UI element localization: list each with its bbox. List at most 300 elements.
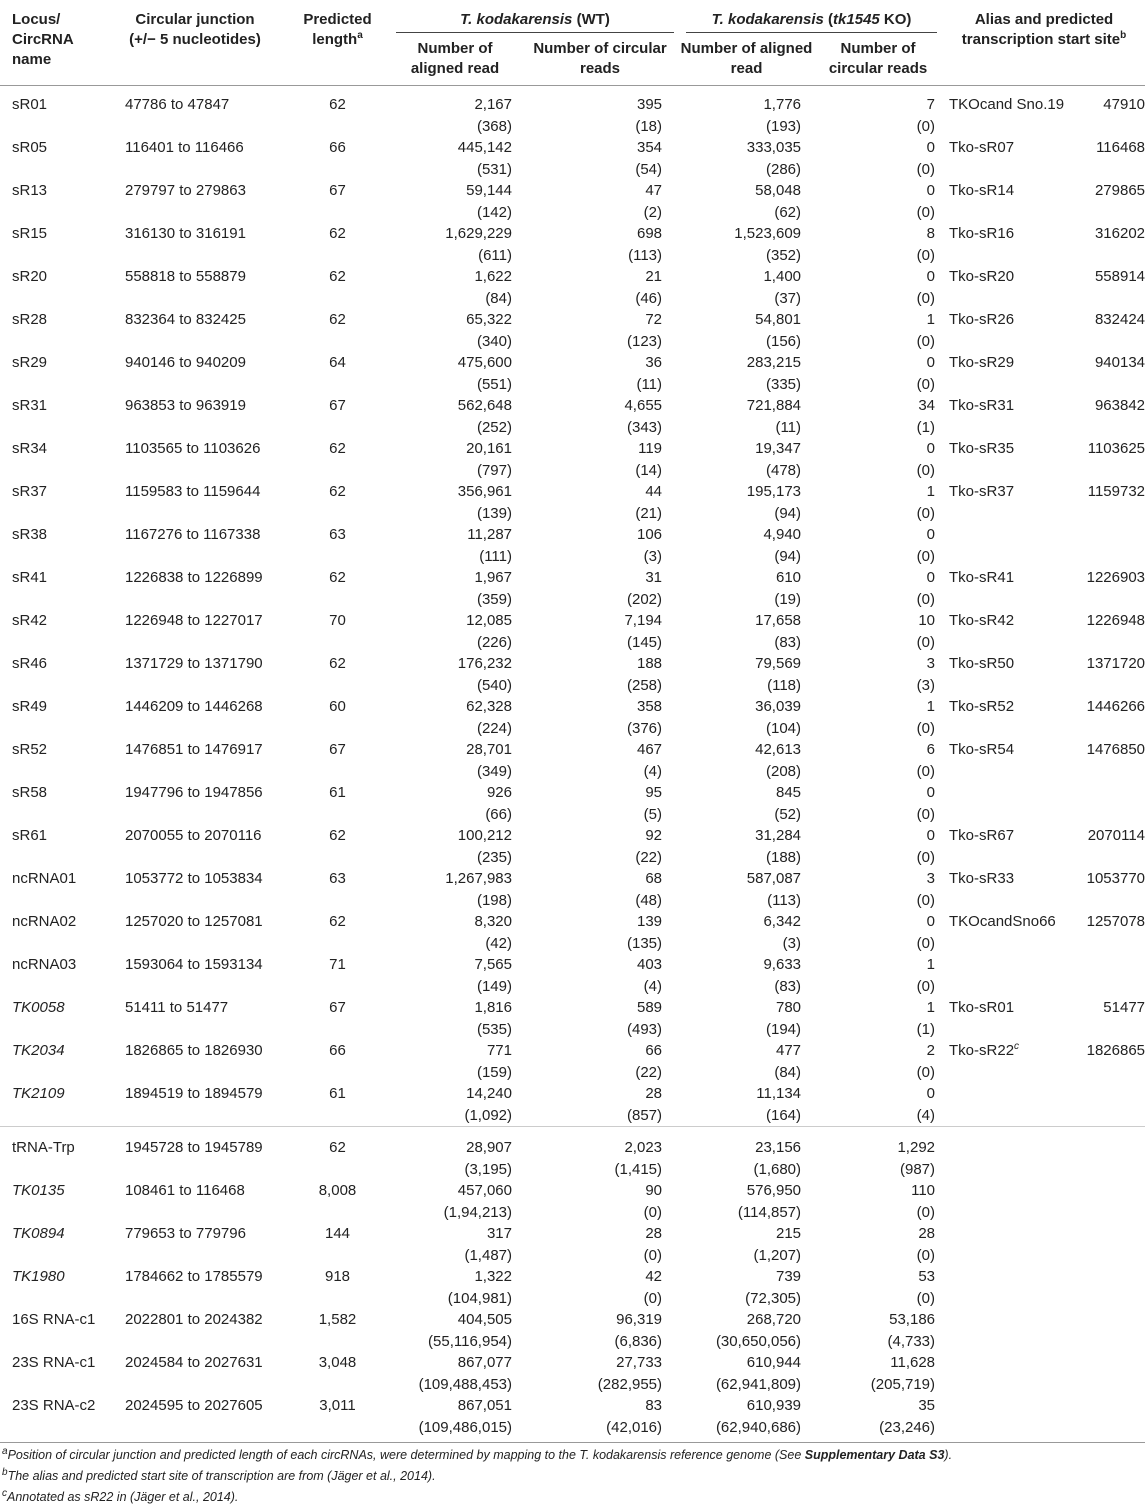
cell-length: 61: [329, 1085, 346, 1102]
header-junction: Circular junction (+/− 5 nucleotides): [129, 11, 261, 48]
tss-value: 832424: [1094, 311, 1145, 328]
cell-locus-name: sR41: [12, 569, 48, 586]
cell-wt-circular: 95 (5): [643, 784, 663, 823]
cell-ko-circular: 0 (0): [916, 569, 936, 608]
cell-length: 62: [329, 827, 346, 844]
cell-length: 71: [329, 956, 346, 973]
cell-locus-name: sR42: [12, 612, 48, 629]
cell-alias-tss: [943, 610, 1145, 653]
cell-wt-aligned: 771 (159): [476, 1042, 512, 1081]
cell-alias-tss: 1826865 Tko-sR22$^c$: [943, 1040, 1145, 1083]
header-group-wt: T. kodakarensis (WT): [390, 0, 680, 33]
table-row: [0, 1223, 1145, 1266]
cell-junction: 2070055 to 2070116: [125, 827, 262, 844]
cell-alias-tss: [943, 1083, 1145, 1127]
table-header: [0, 0, 1145, 86]
cell-wt-aligned: 1,622 (84): [474, 268, 512, 307]
cell-alias-tss: [943, 782, 1145, 825]
cell-junction: 1226948 to 1227017: [125, 612, 263, 629]
cell-length: 144: [324, 1225, 351, 1242]
cell-junction: 963853 to 963919: [125, 397, 246, 414]
cell-junction: 1257020 to 1257081: [125, 913, 263, 930]
cell-junction: 1945728 to 1945789: [105, 1127, 285, 1181]
cell-length: 67: [329, 741, 346, 758]
cell-ko-circular: 53 (0): [916, 1268, 936, 1307]
cell-alias-tss: [943, 352, 1145, 395]
footnote-a: $^a$Position of circular junction and predicted length of each circRNAs, were determined by mapping to the T. kodakarensis reference genome (See Supplementary Data S3).: [2, 1445, 953, 1462]
cell-alias-tss: [943, 1309, 1145, 1352]
cell-locus-name: TK1980: [12, 1268, 65, 1285]
cell-junction: 316130 to 316191: [125, 225, 246, 242]
cell-wt-circular: 42 (0): [643, 1268, 663, 1307]
cell-ko-circular: 7 (0): [916, 96, 936, 135]
cell-wt-circular: 68 (48): [635, 870, 663, 909]
cell-wt-circular: 72 (123): [626, 311, 663, 350]
cell-wt-circular: 28 (0): [643, 1225, 663, 1264]
cell-locus-name: TK0058: [12, 999, 65, 1016]
cell-ko-circular: 1,292 (987): [813, 1127, 943, 1181]
cell-ko-aligned: 11,134 (164): [756, 1085, 802, 1124]
cell-length: 70: [329, 612, 346, 629]
tss-value: 47910: [1103, 96, 1145, 113]
cell-wt-circular: 28 (857): [626, 1085, 663, 1124]
cell-ko-circular: 6 (0): [916, 741, 936, 780]
tss-value: 1826865: [1086, 1042, 1145, 1059]
cell-alias-tss: [943, 309, 1145, 352]
cell-locus-name: sR01: [12, 96, 48, 113]
cell-junction: 558818 to 558879: [125, 268, 246, 285]
cell-ko-aligned: 587,087 (113): [746, 870, 802, 909]
cell-alias-tss: [943, 1266, 1145, 1309]
cell-junction: 47786 to 47847: [125, 96, 230, 113]
alias-value: TKOcandSno66: [949, 913, 1056, 930]
cell-locus-name: sR49: [12, 698, 48, 715]
cell-length: 62: [329, 569, 346, 586]
table-row: [0, 481, 1145, 524]
tss-value: 940134: [1094, 354, 1145, 371]
table-row: [0, 1180, 1145, 1223]
table-row: [0, 266, 1145, 309]
cell-ko-aligned: 780 (194): [765, 999, 802, 1038]
header-locus: Locus/ CircRNA name: [12, 11, 74, 68]
cell-locus-name: ncRNA01: [12, 870, 77, 887]
cell-ko-aligned: 268,720 (30,650,056): [715, 1311, 802, 1350]
cell-alias-tss: [943, 1223, 1145, 1266]
cell-wt-aligned: 100,212 (235): [457, 827, 512, 866]
cell-locus-name: sR20: [12, 268, 48, 285]
cell-length: 67: [329, 397, 346, 414]
tss-value: 316202: [1094, 225, 1145, 242]
cell-alias-tss: [943, 86, 1145, 138]
cell-wt-aligned: 317 (1,487): [464, 1225, 512, 1264]
table-row: [0, 1352, 1145, 1395]
cell-ko-circular: 1 (0): [916, 483, 936, 522]
table-row: [0, 1395, 1145, 1443]
cell-alias-tss: [943, 696, 1145, 739]
cell-wt-circular: 31 (202): [626, 569, 663, 608]
alias-value: Tko-sR67: [949, 827, 1015, 844]
alias-value: Tko-sR26: [949, 311, 1015, 328]
cell-length: 62: [329, 440, 346, 457]
cell-length: 62: [329, 96, 346, 113]
table-row: [0, 1083, 1145, 1127]
cell-wt-aligned: 867,077 (109,488,453): [418, 1354, 512, 1393]
cell-junction: 2024595 to 2027605: [105, 1395, 285, 1443]
cell-ko-circular: 53,186 (4,733): [887, 1311, 936, 1350]
table-row: [0, 954, 1145, 997]
cell-wt-circular: 139 (135): [626, 913, 663, 952]
cell-alias-tss: [943, 825, 1145, 868]
alias-value: Tko-sR41: [949, 569, 1015, 586]
cell-ko-aligned: 23,156 (1,680): [680, 1127, 813, 1181]
cell-alias-tss: [943, 653, 1145, 696]
cell-ko-aligned: 1,400 (37): [763, 268, 802, 307]
cell-wt-aligned: 7,565 (149): [474, 956, 512, 995]
table-row: [0, 223, 1145, 266]
cell-locus-name: sR38: [12, 526, 48, 543]
cell-alias-tss: [943, 911, 1145, 954]
cell-length: 63: [329, 526, 346, 543]
table-row: [0, 911, 1145, 954]
cell-ko-circular: 11,628 (205,719): [870, 1354, 936, 1393]
alias-value: Tko-sR07: [949, 139, 1015, 156]
cell-ko-aligned: 31,284 (188): [755, 827, 802, 866]
cell-ko-aligned: 610,939 (62,940,686): [680, 1395, 813, 1443]
tss-value: 1476850: [1086, 741, 1145, 758]
tss-value: 51477: [1103, 999, 1145, 1016]
cell-wt-circular: 188 (258): [626, 655, 663, 694]
cell-locus-name: tRNA-Trp: [0, 1127, 105, 1181]
cell-length: 1,582: [318, 1311, 357, 1328]
table-row: [0, 653, 1145, 696]
cell-alias-tss: [943, 223, 1145, 266]
tss-value: 1159732: [1087, 483, 1145, 500]
cell-junction: 1593064 to 1593134: [125, 956, 263, 973]
table-row: [0, 782, 1145, 825]
cell-locus-name: TK0135: [12, 1182, 65, 1199]
cell-ko-aligned: 17,658 (83): [755, 612, 802, 651]
cell-wt-circular: 698 (113): [628, 225, 663, 264]
table-body: [0, 86, 1145, 1443]
cell-wt-circular: 96,319 (6,836): [614, 1311, 663, 1350]
cell-alias-tss: [943, 868, 1145, 911]
alias-value: Tko-sR52: [949, 698, 1015, 715]
table-row: [0, 352, 1145, 395]
cell-ko-circular: 2 (0): [916, 1042, 936, 1081]
cell-ko-aligned: 610 (19): [774, 569, 802, 608]
cell-ko-circular: 3 (0): [916, 870, 936, 909]
cell-wt-aligned: 11,287 (111): [467, 526, 512, 565]
alias-value: Tko-sR42: [949, 612, 1015, 629]
cell-junction: 940146 to 940209: [125, 354, 246, 371]
header-length: Predicted length$^a$: [303, 11, 372, 48]
cell-length: 61: [329, 784, 346, 801]
cell-locus-name: TK2109: [12, 1085, 65, 1102]
cell-ko-aligned: 1,776 (193): [763, 96, 802, 135]
cell-length: 62: [329, 225, 346, 242]
table-row: [0, 868, 1145, 911]
cell-junction: 1226838 to 1226899: [125, 569, 263, 586]
cell-ko-aligned: 4,940 (94): [763, 526, 802, 565]
cell-junction: 1053772 to 1053834: [125, 870, 263, 887]
cell-ko-circular: 1 (1): [916, 999, 936, 1038]
cell-wt-aligned: 59,144 (142): [466, 182, 512, 221]
cell-ko-circular: 1 (0): [916, 698, 936, 737]
tss-value: 963842: [1094, 397, 1145, 414]
cell-ko-circular: 1 (0): [916, 311, 936, 350]
alias-value: Tko-sR01: [949, 999, 1015, 1016]
cell-length: 62: [285, 1127, 390, 1181]
cell-locus-name: sR61: [12, 827, 48, 844]
cell-locus-name: TK0894: [12, 1225, 65, 1242]
cell-wt-circular: 21 (46): [635, 268, 663, 307]
table-row: [0, 1309, 1145, 1352]
cell-wt-aligned: 65,322 (340): [466, 311, 512, 350]
cell-ko-circular: 0 (0): [916, 827, 936, 866]
cell-wt-aligned: 62,328 (224): [466, 698, 512, 737]
cell-length: 3,011: [285, 1395, 390, 1443]
cell-locus-name: sR52: [12, 741, 48, 758]
cell-alias-tss: [943, 481, 1145, 524]
cell-locus-name: TK2034: [12, 1042, 65, 1059]
cell-wt-aligned: 1,267,983 (198): [445, 870, 512, 909]
cell-alias-tss: [943, 997, 1145, 1040]
cell-length: 67: [329, 999, 346, 1016]
cell-alias-tss: [943, 739, 1145, 782]
cell-ko-aligned: 1,523,609 (352): [734, 225, 802, 264]
header-wt-aligned: Number of aligned read: [410, 40, 500, 77]
cell-wt-aligned: 28,701 (349): [466, 741, 512, 780]
cell-wt-circular: 90 (0): [643, 1182, 663, 1221]
cell-ko-circular: 8 (0): [916, 225, 936, 264]
table-row: [0, 567, 1145, 610]
cell-alias-tss: [943, 395, 1145, 438]
cell-junction: 2022801 to 2024382: [125, 1311, 263, 1328]
footnote-b: $^b$The alias and predicted start site of transcription are from (Jäger et al., 2014).: [2, 1466, 436, 1483]
cell-junction: 1167276 to 1167338: [125, 526, 261, 543]
cell-wt-aligned: 14,240 (1,092): [464, 1085, 512, 1124]
alias-value: Tko-sR14: [949, 182, 1015, 199]
cell-ko-circular: 0 (0): [916, 139, 936, 178]
cell-locus-name: sR29: [12, 354, 48, 371]
tss-value: 1446266: [1086, 698, 1145, 715]
cell-junction: 832364 to 832425: [125, 311, 246, 328]
cell-wt-circular: 403 (4): [636, 956, 663, 995]
cell-length: 60: [329, 698, 346, 715]
cell-wt-circular: 467 (4): [636, 741, 663, 780]
cell-ko-aligned: 195,173 (94): [746, 483, 802, 522]
cell-ko-aligned: 739 (72,305): [745, 1268, 802, 1307]
cell-junction: 108461 to 116468: [125, 1182, 245, 1199]
cell-locus-name: sR34: [12, 440, 48, 457]
cell-alias-tss: [943, 1180, 1145, 1223]
cell-alias-tss: [943, 567, 1145, 610]
cell-ko-aligned: 610,944 (62,941,809): [715, 1354, 802, 1393]
cell-wt-aligned: 475,600 (551): [457, 354, 512, 393]
alias-value: Tko-sR33: [949, 870, 1015, 887]
header-ko-aligned: Number of aligned read: [680, 40, 813, 77]
cell-junction: 1947796 to 1947856: [125, 784, 263, 801]
cell-alias-tss: [943, 1127, 1145, 1181]
tss-value: 2070114: [1087, 827, 1145, 844]
tss-value: 1053770: [1086, 870, 1145, 887]
cell-wt-circular: 92 (22): [635, 827, 663, 866]
cell-wt-circular: 66 (22): [635, 1042, 663, 1081]
cell-ko-aligned: 6,342 (3): [763, 913, 802, 952]
cell-alias-tss: [943, 1395, 1145, 1443]
cell-junction: 51411 to 51477: [125, 999, 229, 1016]
cell-length: 8,008: [318, 1182, 357, 1199]
table-row: [0, 180, 1145, 223]
cell-alias-tss: [943, 524, 1145, 567]
alias-value: Tko-sR20: [949, 268, 1015, 285]
tss-value: 1103625: [1087, 440, 1145, 457]
cell-ko-circular: 0 (0): [916, 440, 936, 479]
cell-length: 66: [329, 139, 346, 156]
tss-value: 558914: [1094, 268, 1145, 285]
table-row: [0, 86, 1145, 138]
cell-wt-aligned: 867,051 (109,486,015): [390, 1395, 520, 1443]
cell-length: 62: [329, 483, 346, 500]
cell-ko-circular: 110 (0): [911, 1182, 936, 1221]
cell-length: 62: [329, 655, 346, 672]
cell-ko-circular: 28 (0): [916, 1225, 936, 1264]
header-ko-circular: Number of circular reads: [828, 40, 928, 77]
footnote-c: $^c$Annotated as sR22 in (Jäger et al., 2014).: [2, 1487, 239, 1504]
cell-ko-circular: 10 (0): [916, 612, 936, 651]
cell-junction: 1476851 to 1476917: [125, 741, 263, 758]
cell-length: 64: [329, 354, 346, 371]
cell-length: 67: [329, 182, 346, 199]
cell-wt-circular: 4,655 (343): [624, 397, 663, 436]
cell-ko-circular: 0 (0): [916, 182, 936, 221]
cell-locus-name: sR46: [12, 655, 48, 672]
cell-locus-name: ncRNA03: [12, 956, 77, 973]
cell-length: 62: [329, 311, 346, 328]
header-wt-circular: Number of circular reads: [533, 40, 667, 77]
cell-wt-aligned: 457,060 (1,94,213): [443, 1182, 512, 1221]
cell-wt-aligned: 2,167 (368): [474, 96, 512, 135]
alias-value: Tko-sR50: [949, 655, 1015, 672]
cell-wt-aligned: 445,142 (531): [457, 139, 512, 178]
cell-wt-aligned: 1,629,229 (611): [445, 225, 512, 264]
cell-ko-aligned: 79,569 (118): [755, 655, 802, 694]
tss-value: 1257078: [1086, 913, 1145, 930]
cell-junction: 1159583 to 1159644: [125, 483, 261, 500]
cell-ko-circular: 3 (3): [916, 655, 936, 694]
alias-value: Tko-sR22: [949, 1042, 1015, 1059]
alias-value: Tko-sR35: [949, 440, 1015, 457]
cell-junction: 279797 to 279863: [125, 182, 246, 199]
cell-wt-aligned: 926 (66): [485, 784, 512, 823]
cell-wt-circular: 36 (11): [636, 354, 663, 393]
cell-wt-circular: 7,194 (145): [624, 612, 663, 651]
cell-wt-circular: 106 (3): [636, 526, 663, 565]
tss-value: 1371720: [1086, 655, 1145, 672]
cell-wt-circular: 395 (18): [635, 96, 663, 135]
cell-junction: 779653 to 779796: [125, 1225, 246, 1242]
cell-junction: 116401 to 116466: [125, 139, 244, 156]
cell-wt-circular: 2,023 (1,415): [520, 1127, 680, 1181]
cell-junction: 1826865 to 1826930: [125, 1042, 263, 1059]
cell-ko-circular: 0 (0): [916, 354, 936, 393]
cell-junction: 2024584 to 2027631: [125, 1354, 263, 1371]
alias-value: Tko-sR37: [949, 483, 1015, 500]
cell-wt-aligned: 176,232 (540): [457, 655, 512, 694]
cell-ko-aligned: 36,039 (104): [755, 698, 802, 737]
cell-junction: 1894519 to 1894579: [125, 1085, 263, 1102]
cell-length: 62: [329, 913, 346, 930]
cell-locus-name: sR31: [12, 397, 48, 414]
cell-wt-aligned: 404,505 (55,116,954): [428, 1311, 512, 1350]
table-row: [0, 309, 1145, 352]
cell-ko-aligned: 283,215 (335): [746, 354, 802, 393]
cell-ko-circular: 0 (0): [916, 913, 936, 952]
cell-ko-aligned: 477 (84): [774, 1042, 802, 1081]
header-alias: Alias and predicted transcription start site$^b$: [961, 11, 1127, 48]
cell-ko-aligned: 42,613 (208): [755, 741, 802, 780]
table-row: [0, 438, 1145, 481]
table-row: [0, 825, 1145, 868]
cell-alias-tss: [943, 266, 1145, 309]
cell-length: 63: [329, 870, 346, 887]
tss-value: 1226903: [1086, 569, 1145, 586]
tss-value: 1226948: [1086, 612, 1145, 629]
cell-wt-aligned: 562,648 (252): [457, 397, 512, 436]
tss-value: 116468: [1096, 139, 1145, 156]
cell-ko-circular: 0 (0): [916, 526, 936, 565]
alias-value: TKOcand Sno.19: [949, 96, 1065, 113]
cell-wt-aligned: 1,816 (535): [474, 999, 512, 1038]
table-row: [0, 524, 1145, 567]
cell-wt-circular: 27,733 (282,955): [597, 1354, 663, 1393]
cell-junction: 1371729 to 1371790: [125, 655, 263, 672]
cell-length: 918: [324, 1268, 351, 1285]
cell-junction: 1103565 to 1103626: [125, 440, 261, 457]
table-row: [0, 997, 1145, 1040]
cell-alias-tss: [943, 137, 1145, 180]
cell-locus-name: 23S RNA-c2: [0, 1395, 105, 1443]
cell-wt-circular: 44 (21): [635, 483, 663, 522]
table-row: [0, 1266, 1145, 1309]
cell-alias-tss: [943, 438, 1145, 481]
table-row: [0, 696, 1145, 739]
header-group-ko: T. kodakarensis (tk1545 KO): [680, 0, 943, 33]
cell-ko-aligned: 576,950 (114,857): [737, 1182, 802, 1221]
cell-wt-aligned: 28,907 (3,195): [390, 1127, 520, 1181]
tss-value: 279865: [1094, 182, 1145, 199]
cell-ko-aligned: 19,347 (478): [755, 440, 802, 479]
cell-ko-circular: 34 (1): [916, 397, 936, 436]
table-row: [0, 610, 1145, 653]
cell-ko-aligned: 54,801 (156): [755, 311, 802, 350]
alias-value: Tko-sR31: [949, 397, 1015, 414]
cell-wt-circular: 589 (493): [626, 999, 663, 1038]
cell-wt-aligned: 1,967 (359): [474, 569, 512, 608]
cell-wt-circular: 119 (14): [635, 440, 663, 479]
cell-wt-circular: 47 (2): [643, 182, 663, 221]
table-row: [0, 1040, 1145, 1083]
cell-wt-circular: 354 (54): [635, 139, 663, 178]
cell-length: 3,048: [318, 1354, 357, 1371]
cell-ko-circular: 35 (23,246): [813, 1395, 943, 1443]
cell-locus-name: 16S RNA-c1: [12, 1311, 96, 1328]
cell-wt-aligned: 20,161 (797): [466, 440, 512, 479]
cell-ko-aligned: 58,048 (62): [755, 182, 802, 221]
table-row: [0, 739, 1145, 782]
cell-ko-aligned: 845 (52): [774, 784, 802, 823]
cell-locus-name: sR37: [12, 483, 48, 500]
